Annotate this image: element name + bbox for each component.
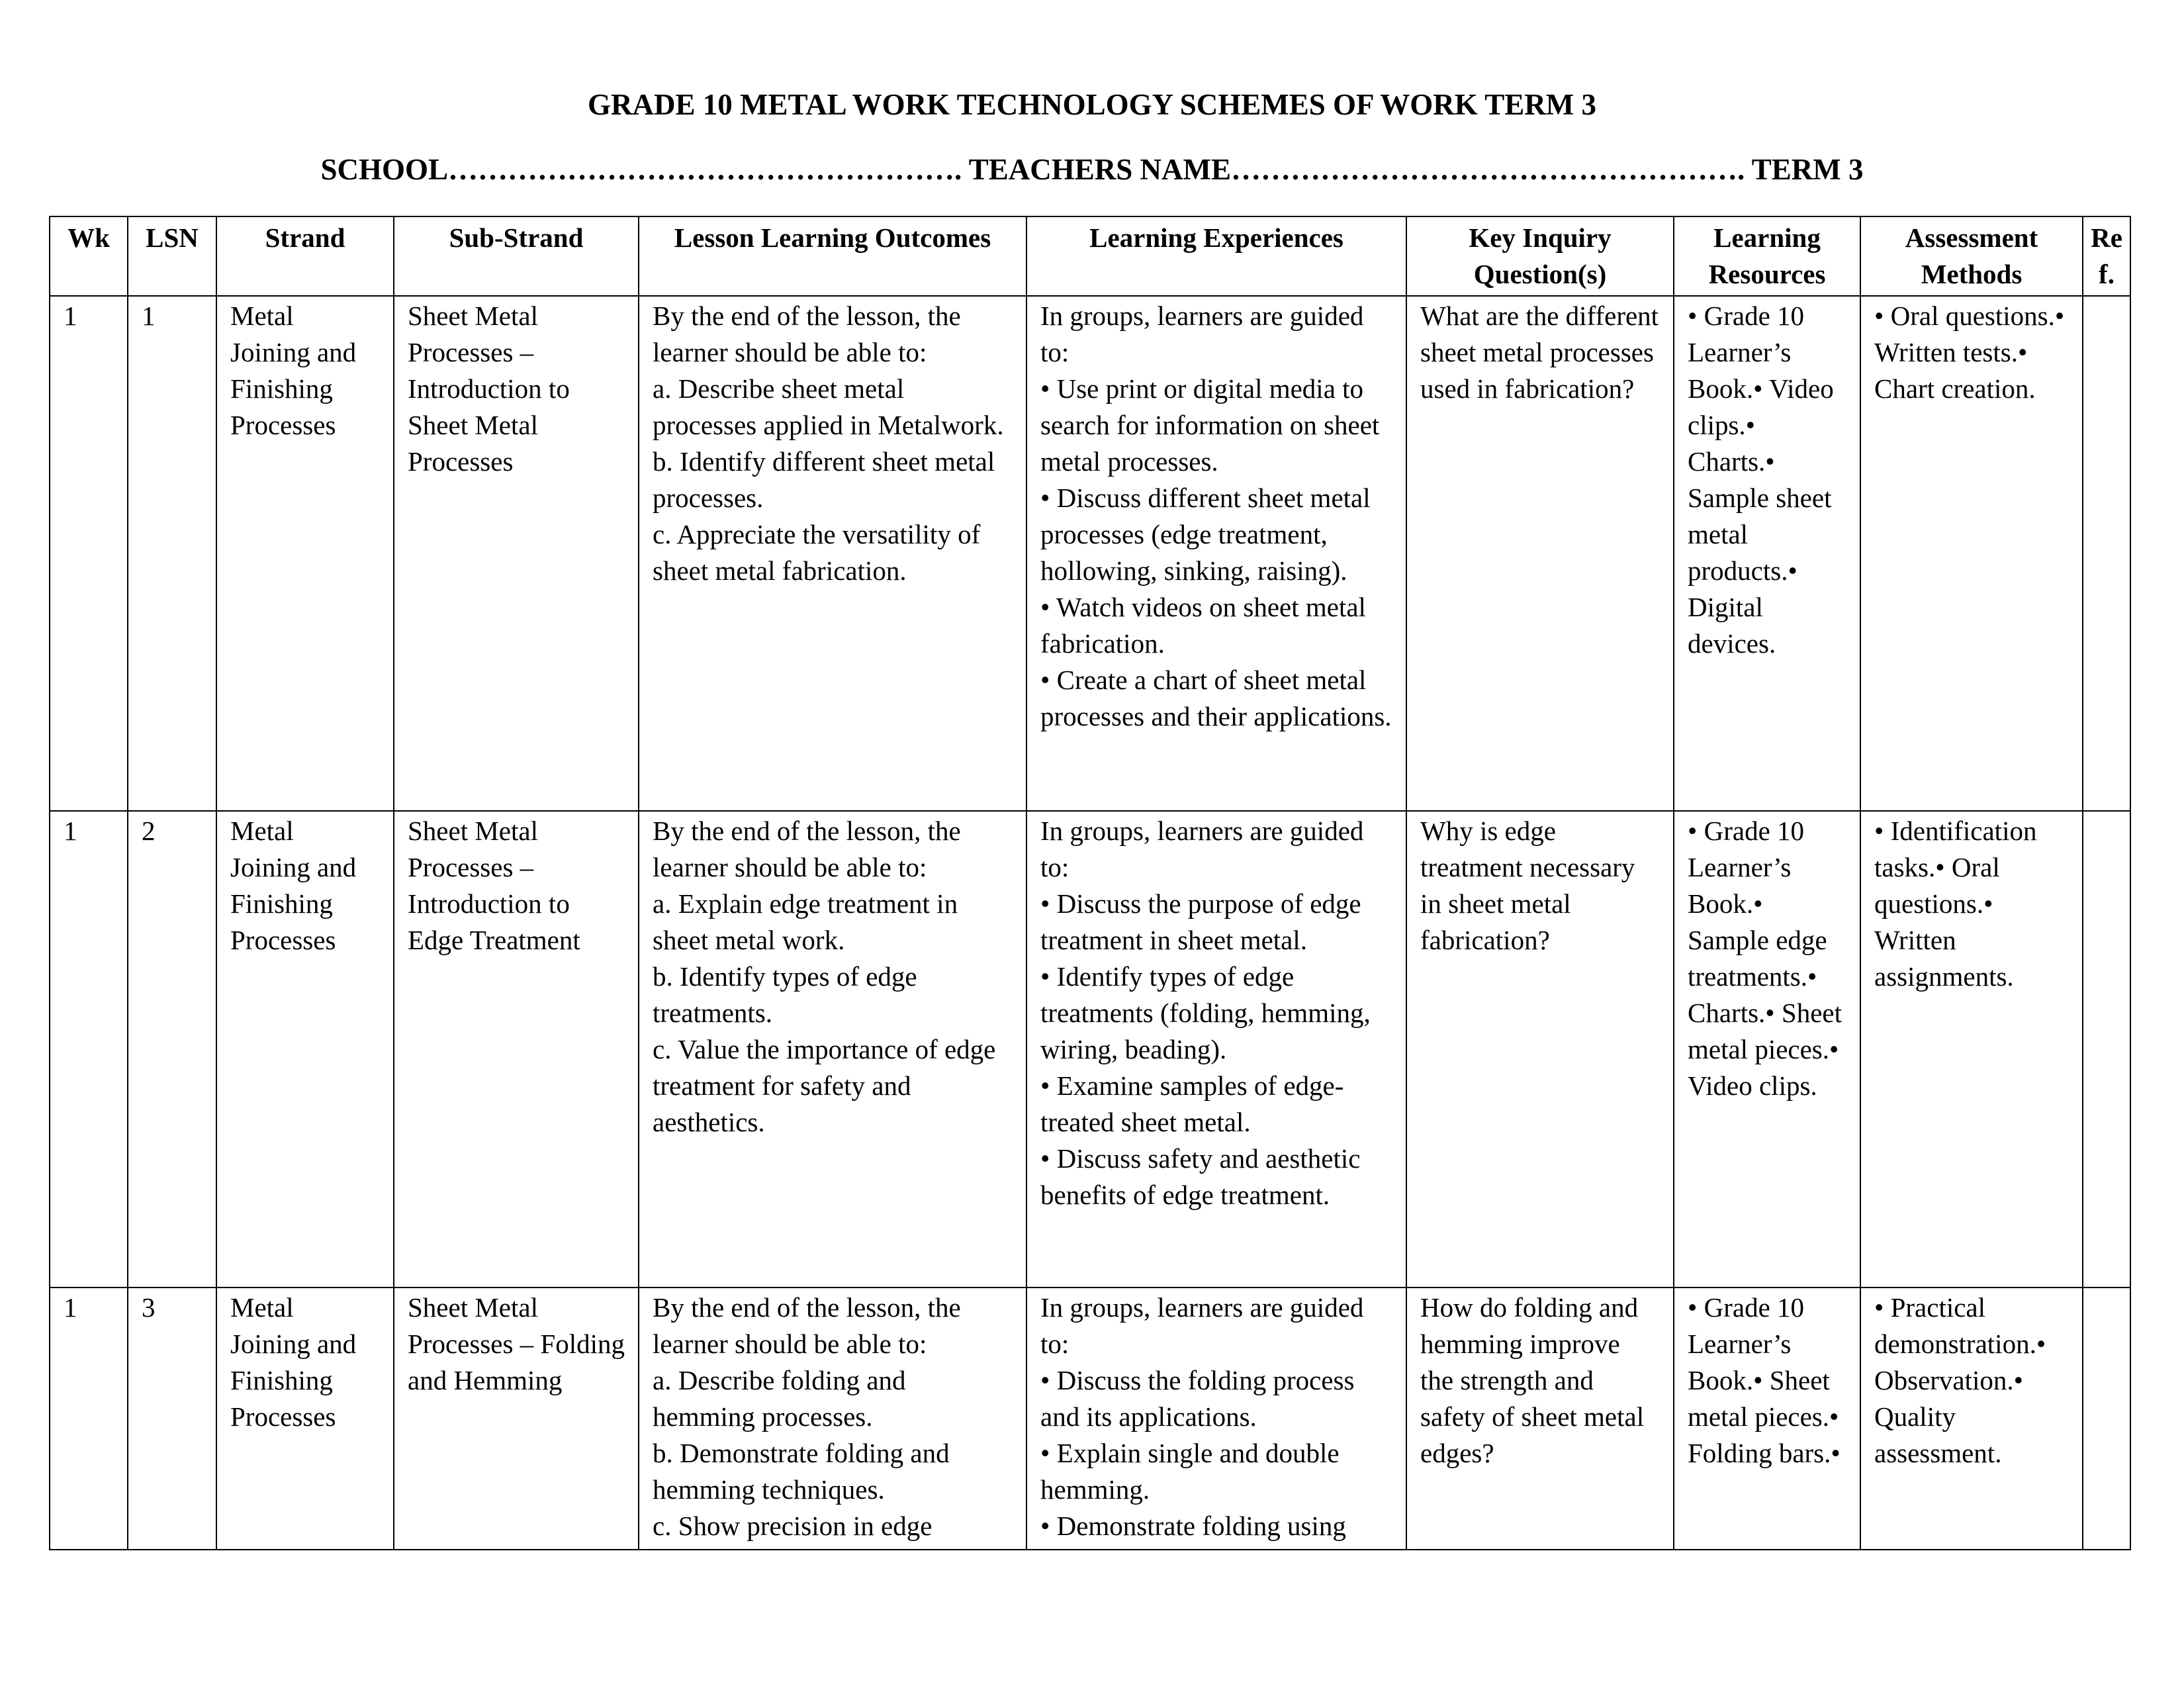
cell-wk: 1 [50, 1288, 128, 1550]
header-key-inquiry-questions: Key Inquiry Question(s) [1406, 216, 1674, 296]
cell-ref [2083, 1288, 2130, 1550]
header-learning-resources: Learning Resources [1674, 216, 1860, 296]
cell-learning-experiences: In groups, learners are guided to: • Discuss the purpose of edge treatment in sheet metal. • Identify types of edge treatments (folding, hemming, wiring, beading). • Examine samples of edge-treated sheet metal. • Discuss safety and aesthetic benefits of edge treatment. [1026, 811, 1406, 1288]
cell-assessment-methods: • Oral questions.• Written tests.• Chart creation. [1860, 296, 2083, 811]
cell-key-inquiry-question: How do folding and hemming improve the strength and safety of sheet metal edges? [1406, 1288, 1674, 1550]
header-learning-experiences: Learning Experiences [1026, 216, 1406, 296]
cell-ref [2083, 811, 2130, 1288]
cell-learning-experiences: In groups, learners are guided to: • Use print or digital media to search for information on sheet metal processes. • Discuss different sheet metal processes (edge treatment, hollowing, sinking, raising). • Watch videos on sheet metal fabrication. • Create a chart of sheet metal processes and their applications. [1026, 296, 1406, 811]
cell-wk: 1 [50, 296, 128, 811]
document-subtitle: SCHOOL……………………………………………. TEACHERS NAME……………………………………………. TERM 3 [320, 153, 1864, 186]
cell-sub-strand: Sheet Metal Processes – Introduction to Edge Treatment [394, 811, 639, 1288]
cell-lesson-learning-outcomes: By the end of the lesson, the learner should be able to: a. Explain edge treatment in sheet metal work. b. Identify types of edge treatments. c. Value the importance of edge treatment for safety and aesthetics. [639, 811, 1026, 1288]
cell-learning-resources: • Grade 10 Learner’s Book.• Sample edge treatments.• Charts.• Sheet metal pieces.• Video clips. [1674, 811, 1860, 1288]
cell-lesson-learning-outcomes: By the end of the lesson, the learner should be able to: a. Describe folding and hemming processes. b. Demonstrate folding and hemming techniques. c. Show precision in edge [639, 1288, 1026, 1550]
cell-learning-resources: • Grade 10 Learner’s Book.• Video clips.• Charts.• Sample sheet metal products.• Digital devices. [1674, 296, 1860, 811]
header-lsn: LSN [128, 216, 216, 296]
cell-lsn: 2 [128, 811, 216, 1288]
cell-sub-strand: Sheet Metal Processes – Folding and Hemming [394, 1288, 639, 1550]
cell-lsn: 3 [128, 1288, 216, 1550]
cell-strand: Metal Joining and Finishing Processes [216, 811, 394, 1288]
header-sub-strand: Sub-Strand [394, 216, 639, 296]
cell-key-inquiry-question: What are the different sheet metal processes used in fabrication? [1406, 296, 1674, 811]
cell-wk: 1 [50, 811, 128, 1288]
cell-lesson-learning-outcomes: By the end of the lesson, the learner should be able to: a. Describe sheet metal processes applied in Metalwork. b. Identify different sheet metal processes. c. Appreciate the versatility of sheet metal fabrication. [639, 296, 1026, 811]
cell-strand: Metal Joining and Finishing Processes [216, 1288, 394, 1550]
cell-lsn: 1 [128, 296, 216, 811]
cell-ref [2083, 296, 2130, 811]
header-wk: Wk [50, 216, 128, 296]
table-row [50, 1288, 2130, 1550]
scheme-of-work-table [49, 216, 2131, 1550]
cell-assessment-methods: • Identification tasks.• Oral questions.• Written assignments. [1860, 811, 2083, 1288]
cell-strand: Metal Joining and Finishing Processes [216, 296, 394, 811]
cell-assessment-methods: • Practical demonstration.• Observation.• Quality assessment. [1860, 1288, 2083, 1550]
cell-sub-strand: Sheet Metal Processes – Introduction to Sheet Metal Processes [394, 296, 639, 811]
document-title: GRADE 10 METAL WORK TECHNOLOGY SCHEMES OF WORK TERM 3 [588, 88, 1596, 121]
cell-learning-experiences: In groups, learners are guided to: • Discuss the folding process and its applications. • Explain single and double hemming. • Demonstrate folding using [1026, 1288, 1406, 1550]
header-lesson-learning-outcomes: Lesson Learning Outcomes [639, 216, 1026, 296]
table-row [50, 811, 2130, 1288]
header-assessment-methods: Assessment Methods [1860, 216, 2083, 296]
header-ref: Ref. [2083, 216, 2130, 296]
header-strand: Strand [216, 216, 394, 296]
table-header-row [50, 216, 2130, 296]
cell-learning-resources: • Grade 10 Learner’s Book.• Sheet metal pieces.• Folding bars.• [1674, 1288, 1860, 1550]
table-row [50, 296, 2130, 811]
cell-key-inquiry-question: Why is edge treatment necessary in sheet metal fabrication? [1406, 811, 1674, 1288]
